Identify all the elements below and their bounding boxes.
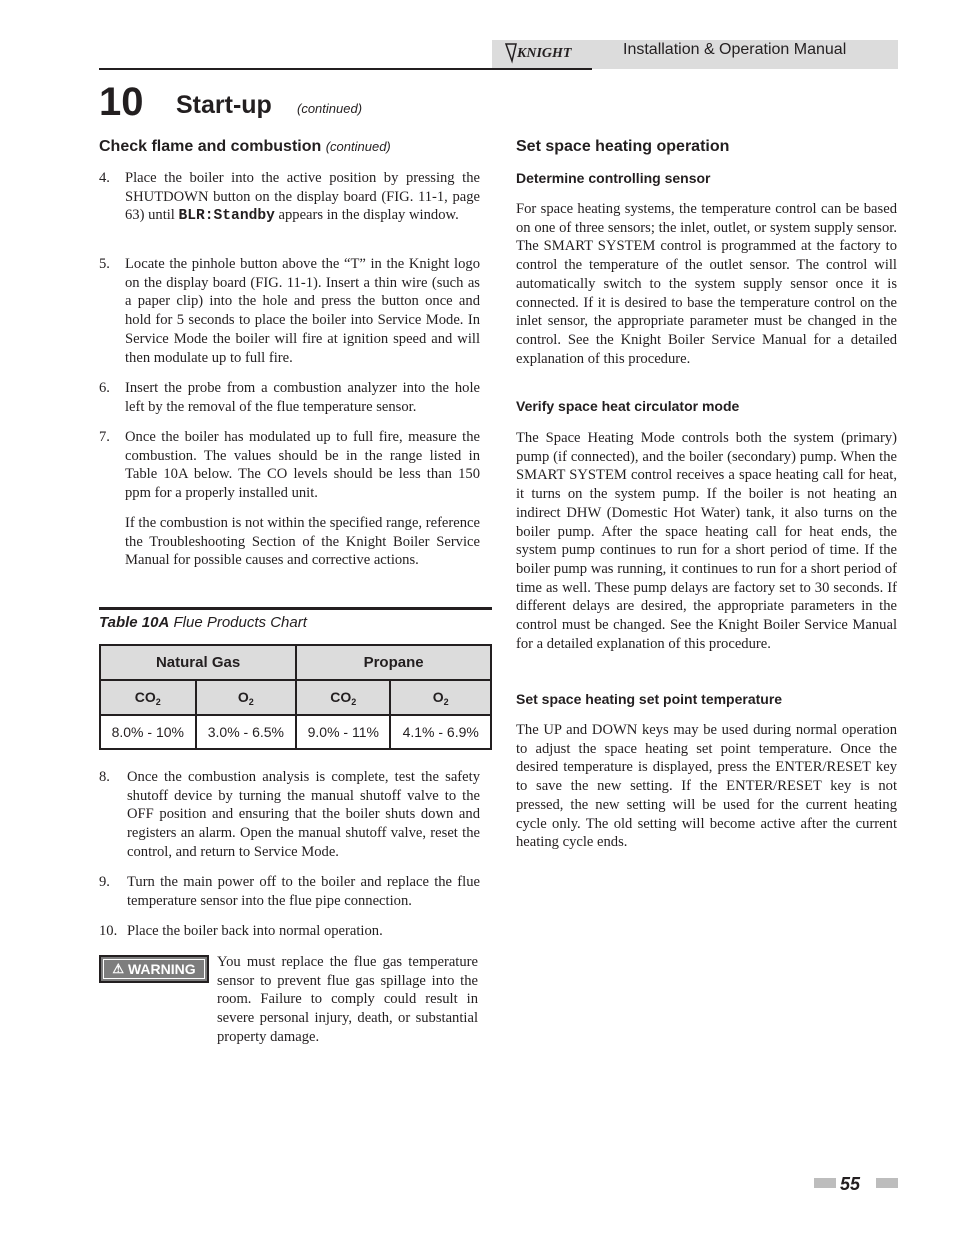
section-text: The UP and DOWN keys may be used during normal operation to adjust the space heating set point temperature. Once the desired temperature is displayed, press the ENTER/RESET key to save the new setting. If the ENTER/RESET key is not pressed, the new setting will be used for the current heating cycle only. The old setting will become active after the current heating cycle ends. [516,722,897,851]
step-text: Place the boiler into the active position by pressing the SHUTDOWN button on the display board (FIG. 11-1, page 63) until BLR:Standby appears in the display window. [125,170,480,225]
right-heading: Set space heating operation [516,138,730,155]
step-number: 4. [99,170,110,186]
step-number: 7. [99,429,110,445]
left-heading: Check flame and combustion (continued) [99,138,391,155]
footer-bar-left [814,1178,836,1188]
chapter-continued: (continued) [297,101,363,116]
step-text: Insert the probe from a combustion analyzer into the hole left by the removal of the flue temperature sensor. [125,380,480,415]
step-text: Turn the main power off to the boiler and replace the flue temperature sensor into the flue pipe connection. [127,874,480,909]
step-number: 10. [99,923,118,939]
table-col-header: $CO_2$ [100,680,196,715]
step-text: Once the combustion analysis is complete, test the safety shutoff device by turning the manual shutoff valve to the OFF position and ensuring that the boiler shuts down and registers an alarm. Open the manual shutoff valve, reset the control, and return to Service Mode. [127,769,480,860]
footer-bar-right [876,1178,898,1188]
table-rule [99,607,492,610]
table-cell: 4.1% - 6.9% [390,715,491,749]
display-code: BLR:Standby [178,208,275,225]
table-cell: 3.0% - 6.5% [196,715,297,749]
warning-label-box [99,955,209,983]
table-cell: 8.0% - 10% [100,715,196,749]
page-number: 55 [840,1174,861,1194]
step-text: Place the boiler back into normal operation. [127,923,383,939]
knight-logo [503,41,581,65]
step-note: If the combustion is not within the specified range, reference the Troubleshooting Section of the Knight Boiler Service Manual for possible causes and corrective actions. [125,515,480,569]
section-text: For space heating systems, the temperature control can be based on one of three sensors; the inlet, outlet, or system supply sensor. The SMART SYSTEM control is programmed at the factory to control the temperature of the outlet sensor. The control will automatically switch to the system supply sensor once it is connected. If it is desired to base the temperature control on the inlet sensor, the appropriate parameter must be changed in the control. See the Knight Boiler Service Manual for a detailed explanation of this procedure. [516,201,897,367]
flue-products-table [99,644,492,750]
warning-triangle-icon: ⚠ [112,961,124,976]
step-text: Locate the pinhole button above the “T” in the Knight logo on the display board (FIG. 11-1). Insert a thin wire (such as a paper clip) into the hole and press the button once and hold for 5 seconds to place the boiler into Service Mode. In Service Mode the boiler will fire at ignition speed and will then modulate up to full fire. [125,256,480,366]
step-number: 5. [99,256,110,272]
table-caption: Table 10A Flue Products Chart [99,614,307,631]
step-number: 8. [99,769,110,785]
section-title: Set space heating set point temperature [516,691,783,707]
table-group-header: Propane [296,645,491,680]
table-col-header: $O_2$ [196,680,297,715]
chapter-title: Start-up [176,91,272,119]
step-number: 6. [99,380,110,396]
warning-label: WARNING [127,961,196,977]
header-rule [99,68,592,70]
section-title: Determine controlling sensor [516,170,711,186]
table-col-header: $CO_2$ [296,680,390,715]
table-cell: 9.0% - 11% [296,715,390,749]
manual-title: Installation & Operation Manual [623,41,847,58]
warning-text: You must replace the flue gas temperature sensor to prevent flue gas spillage into the room. Failure to comply could result in severe personal injury, death, or substantial property damage. [217,954,478,1045]
section-text: The Space Heating Mode controls both the system (primary) pump (if connected), and the boiler (secondary) pump. When the SMART SYSTEM control receives a space heating call for heat, it turns on the system pump. If the boiler is not heating an indirect DHW (Domestic Hot Water) tank, it also turns on the boiler pump. After the space heating call for heat ends, the system pump continues to run for a short period of time. If the boiler pump was running, it continues to run for a short period of time as well. These pump delays are factory set to 30 seconds. If different delays are desired, the appropriate parameters in the control must be changed. See the Knight Boiler Service Manual for a detailed explanation of this procedure. [516,430,897,652]
svg-text:KNIGHT: KNIGHT [517,46,572,61]
table-col-header: $O_2$ [390,680,491,715]
chapter-number: 10 [99,80,144,124]
step-text: Once the boiler has modulated up to full fire, measure the combustion. The values should be in the range listed in Table 10A below. The CO levels should be less than 150 ppm for a properly installed unit. [125,429,480,502]
table-group-header: Natural Gas [100,645,296,680]
step-number: 9. [99,874,110,890]
section-title: Verify space heat circulator mode [516,398,740,414]
